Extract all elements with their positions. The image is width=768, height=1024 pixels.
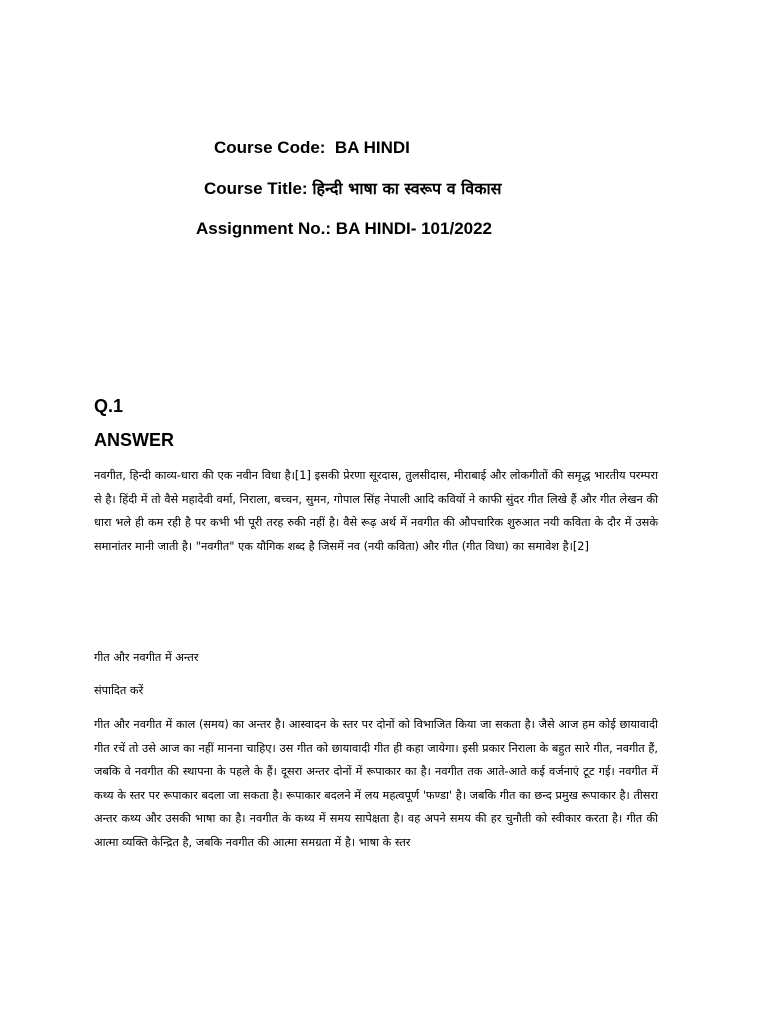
course-title-line xyxy=(204,177,501,199)
assignment-line xyxy=(196,219,492,239)
edit-link[interactable]: संपादित करें xyxy=(94,684,144,697)
assignment-label: Assignment No.: xyxy=(196,219,332,238)
answer-label: ANSWER xyxy=(94,430,174,450)
course-code-label: Course Code: xyxy=(214,138,326,157)
assignment-value: BA HINDI- 101/2022 xyxy=(335,219,493,238)
answer-paragraph-2: गीत और नवगीत में काल (समय) का अन्तर है। आस्वादन के स्तर पर दोनों को विभाजित किया जा सकता है। जैसे आज हम कोई छायावादी गीत रचें तो उसे आज का नहीं मानना चाहिए। उस गीत को छायावादी गीत ही कहा जायेगा। इसी प्रकार निराला के बहुत सारे गीत, नवगीत हैं, जबकि वे नवगीत की स्थापना के पहले के हैं। दूसरा अन्तर दोनों में रूपाकार का है। नवगीत तक आते-आते कई वर्जनाएं टूट गई। नवगीत में कथ्य के स्तर पर रूपाकार बदला जा सकता है। रूपाकार बदलने में लय महत्वपूर्ण 'फण्डा' है। जबकि गीत का छन्द प्रमुख रूपाकार है। तीसरा अन्तर कथ्य और उसकी भाषा का है। नवगीत के कथ्य में समय सापेक्षता है। वह अपने समय की हर चुनौती को स्वीकार करता है। गीत की आत्मा व्यक्ति केन्द्रित है, जबकि नवगीत की आत्मा समग्रता में है। भाषा के स्तर xyxy=(94,718,658,849)
course-code-line xyxy=(214,138,410,158)
section-heading: गीत और नवगीत में अन्तर xyxy=(94,651,199,664)
course-title-label: Course Title: xyxy=(204,179,308,198)
question-label: Q.1 xyxy=(94,396,124,416)
answer-paragraph-1: नवगीत, हिन्दी काव्य-धारा की एक नवीन विधा है।[1] इसकी प्रेरणा सूरदास, तुलसीदास, मीराबाई और लोकगीतों की समृद्ध भारतीय परम्परा से है। हिंदी में तो वैसे महादेवी वर्मा, निराला, बच्चन, सुमन, गोपाल सिंह नेपाली आदि कवियों ने काफी सुंदर गीत लिखे हैं और गीत लेखन की धारा भले ही कम रही है पर कभी भी पूरी तरह रुकी नहीं है। वैसे रूढ़ अर्थ में नवगीत की औपचारिक शुरुआत नयी कविता के दौर में उसके समानांतर मानी जाती है। "नवगीत" एक यौगिक शब्द है जिसमें नव (नयी कविता) और गीत (गीत विधा) का समावेश है।[2] xyxy=(94,469,658,553)
course-code-value: BA HINDI xyxy=(334,138,410,157)
course-title-value: हिन्दी भाषा का स्वरूप व विकास xyxy=(312,179,502,198)
